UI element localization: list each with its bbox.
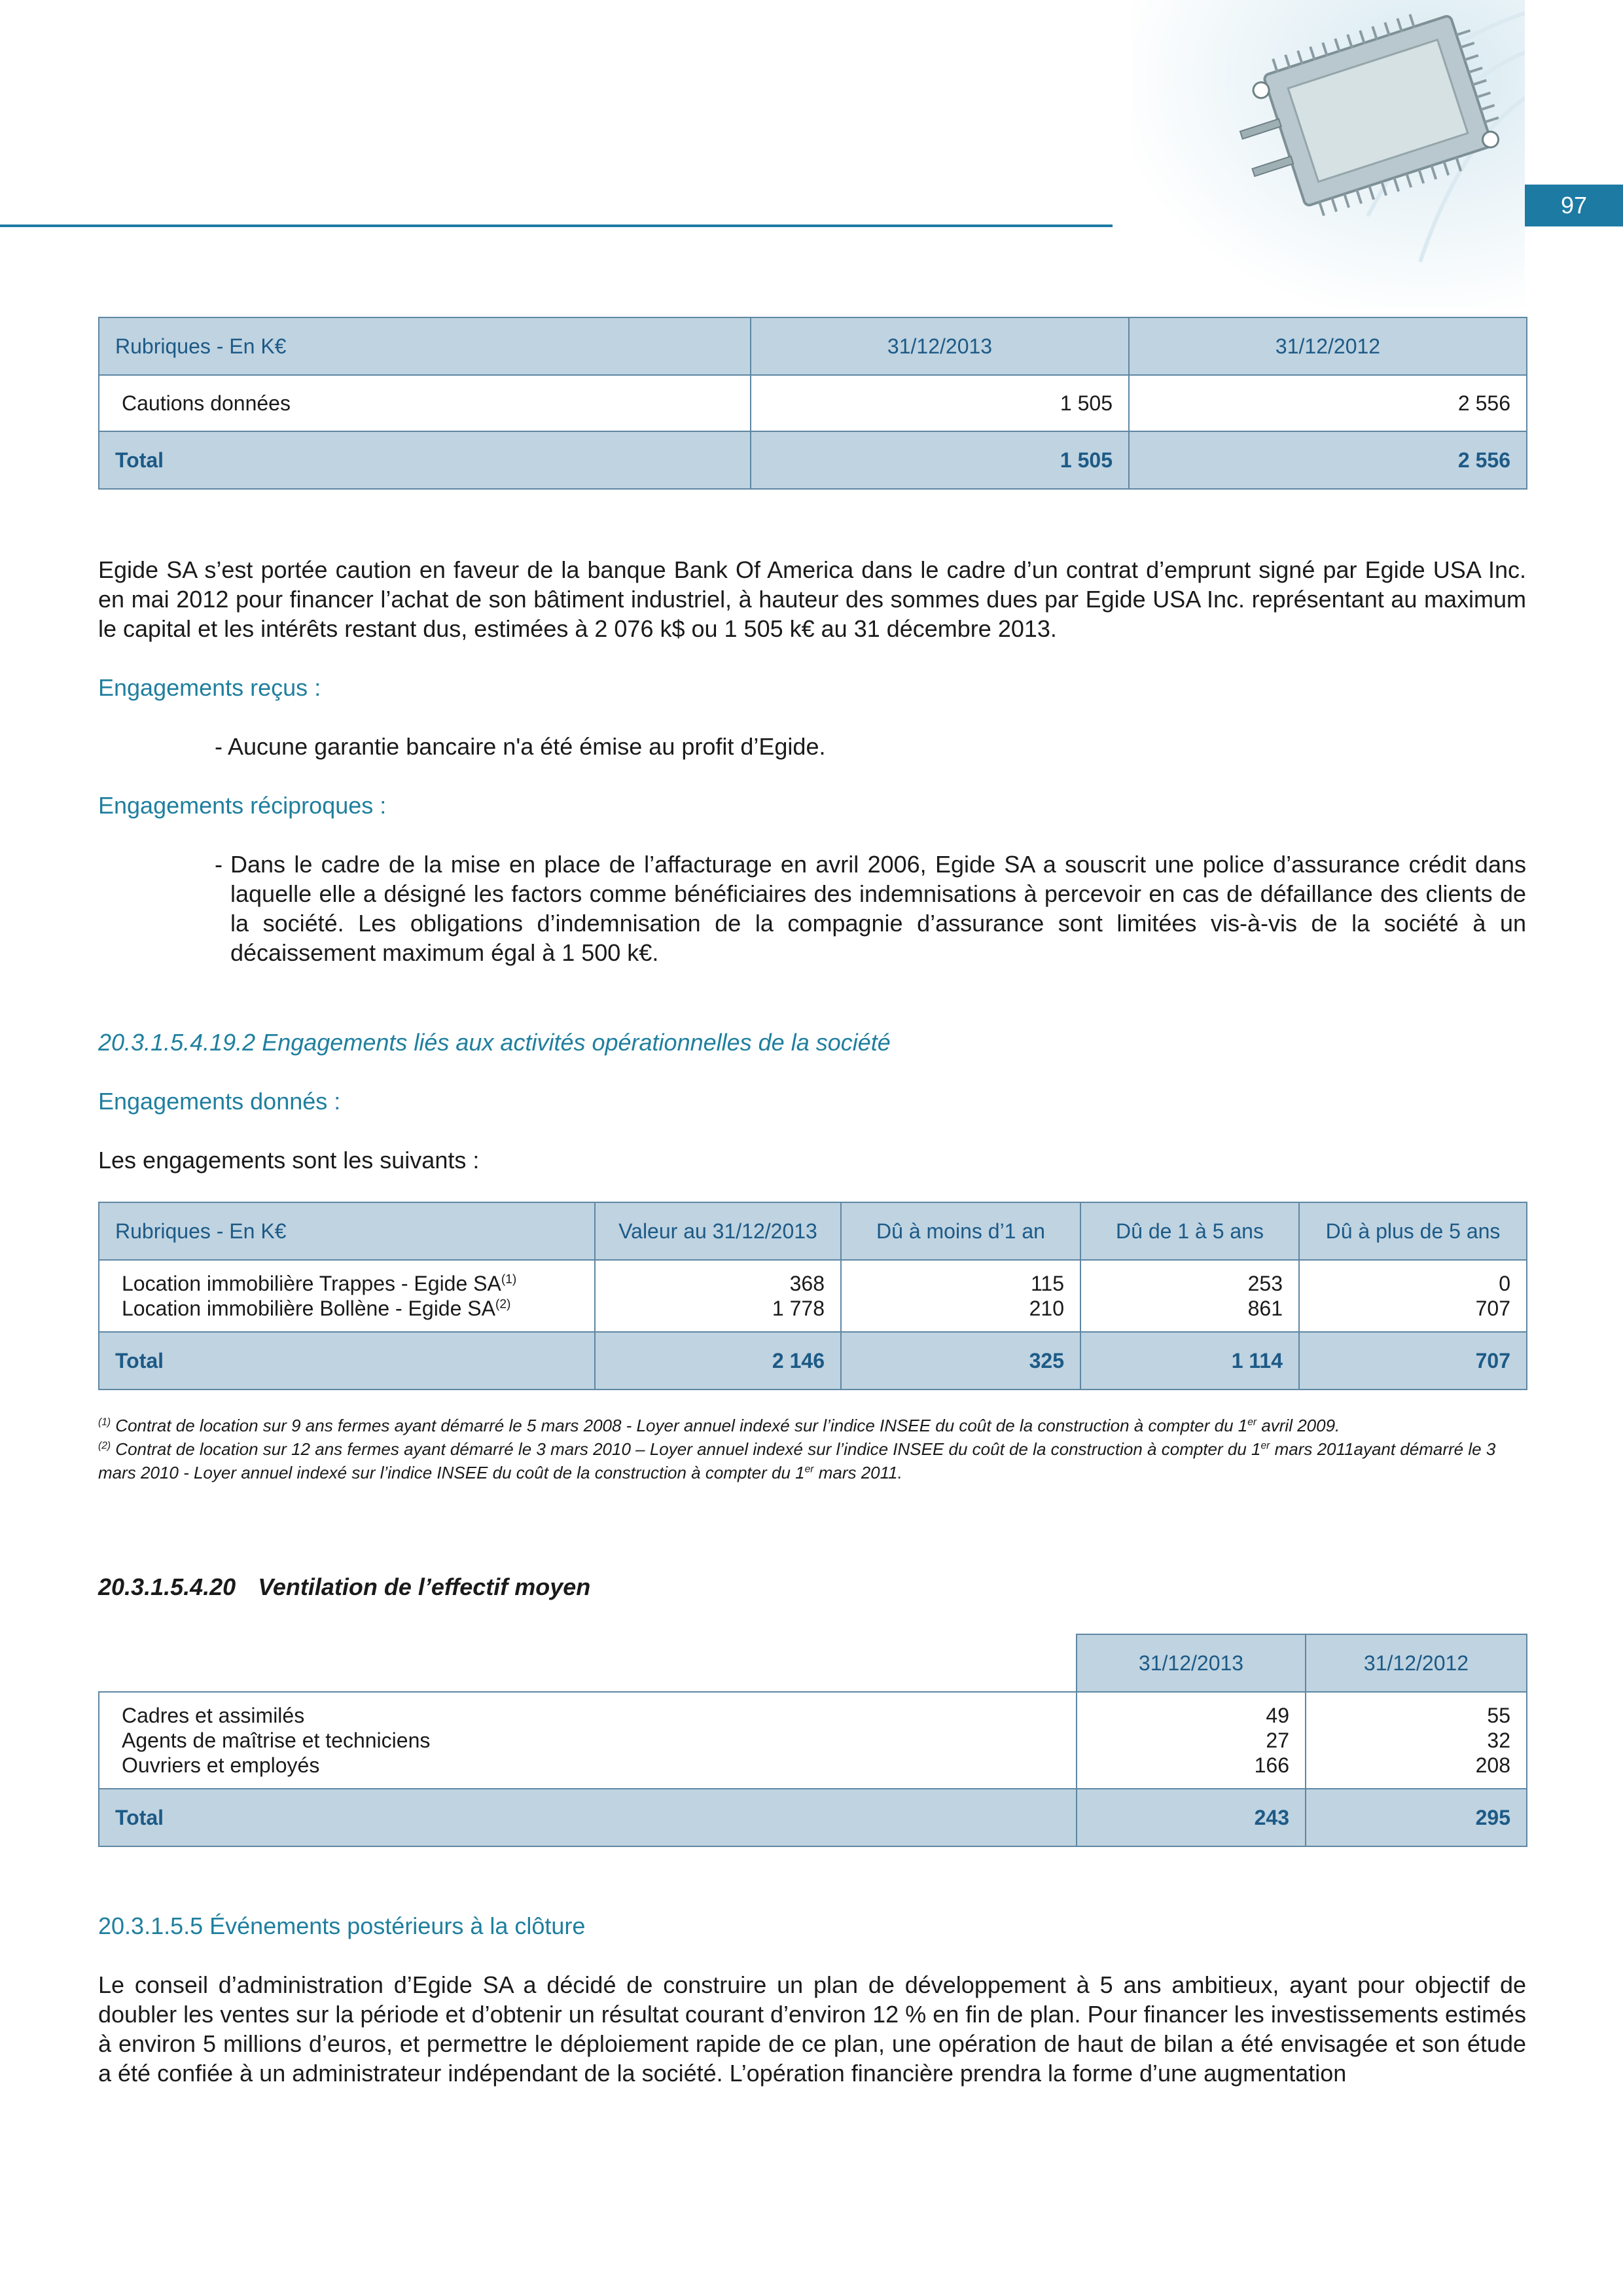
- footnote-mark: (2): [495, 1297, 511, 1312]
- row-labels: [99, 1260, 595, 1332]
- cell-value: 55: [1487, 1704, 1510, 1727]
- column-header: Dû à plus de 5 ans: [1299, 1202, 1527, 1260]
- cell-value: 210: [1029, 1297, 1064, 1320]
- total-row: [99, 1332, 1527, 1390]
- list-item: - Aucune garantie bancaire n'a été émise au profit d’Egide.: [215, 733, 826, 760]
- total-value: 325: [841, 1332, 1080, 1390]
- footnote-2: $^{(2)}$ Contrat de location sur 12 ans fermes ayant démarré le 3 mars 2010 – Loyer annuel indexé sur l’indice INSEE du coût de la construction à compter du 1er mars 2011ayant démarré le 3 mars 2010 - Loyer annuel indexé sur l’indice INSEE du coût de la construction à compter du 1er mars 2011.: [98, 1439, 1496, 1482]
- total-value: 2 146: [595, 1332, 841, 1390]
- heading-engagements-donnes: Engagements donnés :: [98, 1088, 341, 1115]
- section-heading: [98, 1573, 1526, 1601]
- heading-engagements-reciproques: Engagements réciproques :: [98, 792, 387, 819]
- intro-text: Les engagements sont les suivants :: [98, 1147, 480, 1174]
- column-header: 31/12/2012: [1129, 317, 1527, 375]
- list-dash: -: [215, 851, 223, 878]
- cell-value: 861: [1247, 1297, 1283, 1320]
- table-header-row: [99, 317, 1527, 375]
- empty-header: [99, 1634, 1077, 1692]
- cell-value: 707: [1475, 1297, 1510, 1320]
- total-value: 243: [1077, 1789, 1306, 1846]
- cell-values: [1299, 1260, 1527, 1332]
- total-value: 2 556: [1129, 431, 1527, 489]
- column-header: Valeur au 31/12/2013: [595, 1202, 841, 1260]
- total-label: Total: [99, 1789, 1077, 1846]
- paragraph-caution: Egide SA s’est portée caution en faveur de la banque Bank Of America dans le cadre d’un contrat d’emprunt signé par Egide USA Inc. en mai 2012 pour financer l’achat de son bâtiment industriel, à hauteur des sommes dues par Egide USA Inc. représentant au maximum le capital et les intérêts restant dus, estimées à 2 076 k$ ou 1 505 k€ au 31 décembre 2013.: [98, 556, 1526, 642]
- total-row: [99, 1789, 1527, 1846]
- row-label: Agents de maîtrise et techniciens: [122, 1729, 431, 1752]
- total-value: 295: [1306, 1789, 1527, 1846]
- guarantees-table: [98, 317, 1527, 490]
- cell-value: 166: [1254, 1753, 1289, 1777]
- cell-values: [595, 1260, 841, 1332]
- column-header: Rubriques - En K€: [99, 1202, 595, 1260]
- cell-values: [1080, 1260, 1299, 1332]
- total-label: Total: [99, 431, 751, 489]
- cell-value: 1 778: [772, 1297, 825, 1320]
- total-row: [99, 431, 1527, 489]
- column-header: 31/12/2013: [1077, 1634, 1306, 1692]
- total-value: 1 505: [751, 431, 1129, 489]
- table-header-row: [99, 1634, 1527, 1692]
- row-label: Ouvriers et employés: [122, 1753, 320, 1777]
- row-labels: [99, 1692, 1077, 1789]
- header-rule: [0, 224, 1113, 227]
- row-label: Cautions données: [99, 375, 751, 431]
- column-header: 31/12/2012: [1306, 1634, 1527, 1692]
- cell-value: 2 556: [1129, 375, 1527, 431]
- footnote-1: $^{(1)}$ Contrat de location sur 9 ans fermes ayant démarré le 5 mars 2008 - Loyer annuel indexé sur l’indice INSEE du coût de la construction à compter du 1er avril 2009.: [98, 1416, 1340, 1435]
- column-header: 31/12/2013: [751, 317, 1129, 375]
- headcount-table: [98, 1634, 1527, 1847]
- table-row: [99, 1260, 1527, 1332]
- paragraph-evenements: Le conseil d’administration d’Egide SA a décidé de construire un plan de développement à 5 ans ambitieux, ayant pour objectif de doubler les ventes sur la période et d’obtenir un résultat courant d’environ 12 % en fin de plan. Pour financer les investissements estimés à environ 5 millions d’euros, et permettre le déploiement rapide de ce plan, une opération de haut de bilan a été envisagée et son étude a été confiée à un administrateur indépendant de la société. L’opération financière prendra la forme d’une augmentation: [98, 1971, 1526, 2087]
- column-header: Dû de 1 à 5 ans: [1080, 1202, 1299, 1260]
- row-label: Location immobilière Bollène - Egide SA$^{(2)}$: [122, 1297, 511, 1320]
- cell-value: 49: [1266, 1704, 1289, 1727]
- cell-value: 32: [1487, 1729, 1510, 1752]
- footnotes: [98, 1414, 1526, 1484]
- heading-engagements-recus: Engagements reçus :: [98, 674, 321, 701]
- cell-value: 368: [789, 1272, 825, 1295]
- operational-commitments-table: [98, 1202, 1527, 1390]
- page-number: 97: [1525, 185, 1623, 226]
- cell-value: 1 505: [751, 375, 1129, 431]
- cell-value: 115: [1030, 1272, 1064, 1295]
- column-header: Dû à moins d’1 an: [841, 1202, 1080, 1260]
- footnote-mark: (1): [501, 1272, 517, 1287]
- cell-value: 27: [1266, 1729, 1289, 1752]
- total-value: 707: [1299, 1332, 1527, 1390]
- table-header-row: [99, 1202, 1527, 1260]
- total-value: 1 114: [1080, 1332, 1299, 1390]
- cell-values: [1306, 1692, 1527, 1789]
- total-label: Total: [99, 1332, 595, 1390]
- table-row: [99, 375, 1527, 431]
- row-label: Location immobilière Trappes - Egide SA$^{(1)}$: [122, 1272, 517, 1295]
- header-component-illustration: [1132, 0, 1525, 308]
- list-item-text: Dans le cadre de la mise en place de l’affacturage en avril 2006, Egide SA a souscrit une police d’assurance crédit dans laquelle elle a désigné les factors comme bénéficiaires des indemnisations à percevoir en cas de défaillance des clients de la société. Les obligations d’indemnisation de la compagnie d’assurance sont limitées vis-à-vis de la société à un décaissement maximum égal à 1 500 k€.: [230, 851, 1526, 966]
- cell-value: 253: [1247, 1272, 1283, 1295]
- table-row: [99, 1692, 1527, 1789]
- cell-value: 208: [1475, 1753, 1510, 1777]
- cell-values: [1077, 1692, 1306, 1789]
- cell-value: 0: [1499, 1272, 1510, 1295]
- row-label: Cadres et assimilés: [122, 1704, 305, 1727]
- section-title: Ventilation de l’effectif moyen: [258, 1573, 591, 1600]
- section-heading: 20.3.1.5.5 Événements postérieurs à la clôture: [98, 1912, 586, 1939]
- cell-values: [841, 1260, 1080, 1332]
- column-header: Rubriques - En K€: [99, 317, 751, 375]
- section-number: 20.3.1.5.4.20: [98, 1573, 236, 1600]
- section-heading: 20.3.1.5.4.19.2 Engagements liés aux activités opérationnelles de la société: [98, 1029, 891, 1056]
- list-item: [215, 850, 1526, 967]
